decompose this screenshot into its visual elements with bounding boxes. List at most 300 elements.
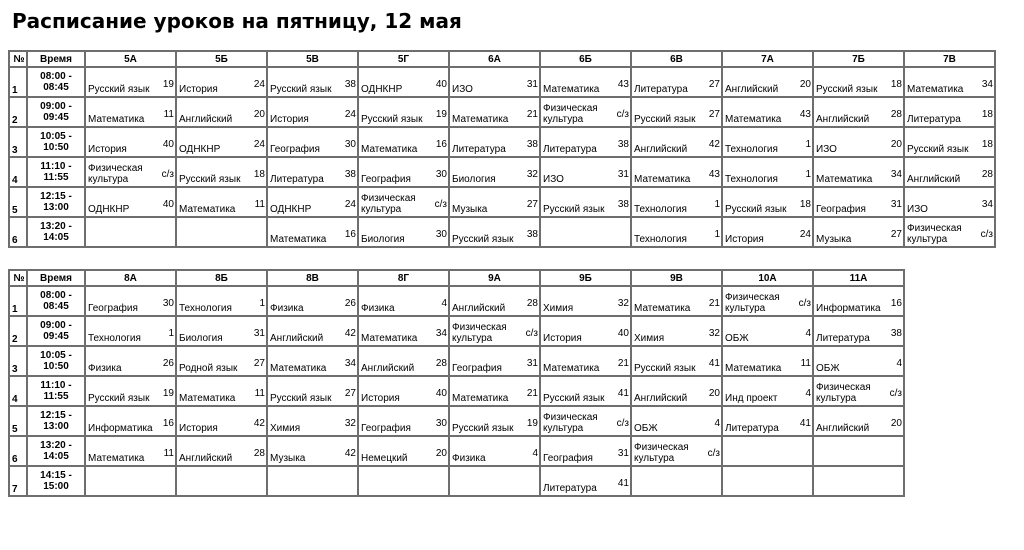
lesson-cell [631, 97, 722, 127]
lesson-cell [722, 217, 813, 247]
room-number: 34 [981, 199, 993, 210]
room-number: 18 [799, 199, 811, 210]
room-number: 19 [526, 418, 538, 429]
room-number: 11 [163, 448, 174, 459]
lesson-cell [540, 67, 631, 97]
lesson-cell [267, 376, 358, 406]
room-number: 27 [708, 79, 720, 90]
lesson-cell [267, 466, 358, 496]
lesson-cell [631, 286, 722, 316]
class-header: 11А [813, 270, 904, 286]
header-row [9, 51, 995, 67]
subject-name: Физическая культура [725, 292, 780, 314]
lesson-row [9, 217, 995, 247]
lesson-cell [358, 67, 449, 97]
subject-name: Физическая культура [88, 163, 143, 185]
lesson-time: 09:00 - 09:45 [27, 316, 85, 346]
class-header: 5Г [358, 51, 449, 67]
lesson-cell [85, 406, 176, 436]
room-number: 30 [344, 139, 356, 150]
lesson-row [9, 436, 904, 466]
subject-name: Литература [907, 114, 961, 125]
subject-name: Английский [270, 333, 324, 344]
lesson-cell [904, 97, 995, 127]
lesson-time: 12:15 - 13:00 [27, 187, 85, 217]
subject-name: Литература [634, 84, 688, 95]
subject-name: Музыка [816, 234, 852, 245]
room-number: 18 [890, 79, 902, 90]
subject-name: История [88, 144, 127, 155]
class-header: 5Б [176, 51, 267, 67]
room-number: 16 [162, 418, 174, 429]
lesson-cell [813, 187, 904, 217]
lesson-cell [449, 217, 540, 247]
subject-name: История [179, 423, 218, 434]
subject-name: Математика [270, 363, 327, 374]
room-number: 30 [435, 169, 447, 180]
room-number: 16 [344, 229, 356, 240]
subject-name: Английский [816, 114, 870, 125]
lesson-cell [813, 286, 904, 316]
subject-name: Литература [816, 333, 870, 344]
lesson-row [9, 316, 904, 346]
lesson-cell [540, 436, 631, 466]
lesson-cell [631, 406, 722, 436]
room-number: 38 [617, 199, 629, 210]
room-number: 27 [253, 358, 265, 369]
subject-name: Математика [816, 174, 873, 185]
lesson-cell [449, 436, 540, 466]
class-header: 9В [631, 270, 722, 286]
lesson-cell [85, 316, 176, 346]
subject-name: Математика [179, 204, 236, 215]
class-header: 7А [722, 51, 813, 67]
lesson-cell [813, 97, 904, 127]
room-number: 30 [435, 229, 447, 240]
subject-name: Математика [179, 393, 236, 404]
lesson-cell [722, 466, 813, 496]
subject-name: ОБЖ [725, 333, 749, 344]
lesson-cell [449, 67, 540, 97]
subject-name: История [270, 114, 309, 125]
room-number: с/з [434, 199, 447, 210]
lesson-time: 14:15 - 15:00 [27, 466, 85, 496]
room-number: 1 [805, 169, 811, 180]
room-number: 26 [344, 298, 356, 309]
subject-name: ОДНКНР [179, 144, 221, 155]
room-number: с/з [525, 328, 538, 339]
room-number: 41 [708, 358, 720, 369]
lesson-cell [722, 157, 813, 187]
room-number: 28 [981, 169, 993, 180]
lesson-time: 13:20 - 14:05 [27, 436, 85, 466]
lesson-cell [540, 187, 631, 217]
lesson-cell [449, 316, 540, 346]
lesson-cell [267, 346, 358, 376]
room-number: 34 [981, 79, 993, 90]
lesson-cell [904, 157, 995, 187]
room-number: 1 [714, 229, 720, 240]
lesson-number: 7 [9, 466, 27, 496]
lesson-cell [904, 187, 995, 217]
room-number: с/з [161, 169, 174, 180]
lesson-cell [540, 217, 631, 247]
room-number: 34 [344, 358, 356, 369]
lesson-cell [540, 466, 631, 496]
class-header: 7В [904, 51, 995, 67]
lesson-cell [449, 127, 540, 157]
subject-name: География [361, 174, 411, 185]
lesson-cell [267, 187, 358, 217]
room-number: 43 [799, 109, 811, 120]
subject-name: Английский [907, 174, 961, 185]
subject-name: ОБЖ [634, 423, 658, 434]
room-number: 32 [526, 169, 538, 180]
lesson-cell [631, 187, 722, 217]
subject-name: Русский язык [634, 114, 696, 125]
lesson-cell [904, 127, 995, 157]
room-number: с/з [980, 229, 993, 240]
lesson-cell [358, 286, 449, 316]
lesson-cell [813, 376, 904, 406]
room-number: 34 [435, 328, 447, 339]
lesson-cell [267, 127, 358, 157]
room-number: 42 [344, 448, 356, 459]
lesson-cell [176, 466, 267, 496]
room-number: 20 [799, 79, 811, 90]
subject-name: Родной язык [179, 363, 238, 374]
subject-name: ИЗО [816, 144, 837, 155]
lesson-cell [358, 406, 449, 436]
lesson-number: 4 [9, 157, 27, 187]
lesson-cell [631, 376, 722, 406]
lesson-cell [176, 217, 267, 247]
subject-name: Английский [816, 423, 870, 434]
subject-name: Физическая культура [907, 223, 962, 245]
subject-name: Немецкий [361, 453, 408, 464]
subject-name: Информатика [816, 303, 881, 314]
lesson-number: 2 [9, 316, 27, 346]
room-number: 4 [532, 448, 538, 459]
subject-name: Литература [543, 483, 597, 494]
subject-name: Русский язык [452, 234, 514, 245]
class-header: 8А [85, 270, 176, 286]
room-number: 38 [344, 169, 356, 180]
time-header: Время [27, 270, 85, 286]
subject-name: Технология [725, 144, 778, 155]
lesson-cell [176, 346, 267, 376]
room-number: 16 [435, 139, 447, 150]
subject-name: Биология [452, 174, 496, 185]
subject-name: Математика [361, 333, 418, 344]
lesson-cell [813, 157, 904, 187]
subject-name: Биология [179, 333, 223, 344]
room-number: 19 [162, 79, 174, 90]
room-number: 28 [253, 448, 265, 459]
lesson-cell [358, 316, 449, 346]
subject-name: Русский язык [452, 423, 514, 434]
room-number: 31 [526, 79, 538, 90]
room-number: 42 [708, 139, 720, 150]
subject-name: ОДНКНР [270, 204, 312, 215]
subject-name: Английский [452, 303, 506, 314]
subject-name: Литература [452, 144, 506, 155]
room-number: 1 [168, 328, 174, 339]
lesson-cell [904, 67, 995, 97]
subject-name: Технология [179, 303, 232, 314]
subject-name: Русский язык [634, 363, 696, 374]
lesson-cell [722, 346, 813, 376]
schedule-table-grades-8-11 [8, 269, 905, 497]
lesson-cell [267, 217, 358, 247]
room-number: с/з [798, 298, 811, 309]
lesson-number: 2 [9, 97, 27, 127]
lesson-cell [358, 376, 449, 406]
subject-name: Английский [634, 393, 688, 404]
room-number: 41 [617, 478, 629, 489]
subject-name: География [543, 453, 593, 464]
lesson-cell [267, 67, 358, 97]
lesson-cell [540, 157, 631, 187]
subject-name: Физика [452, 453, 486, 464]
lesson-cell [176, 157, 267, 187]
lesson-cell [813, 406, 904, 436]
room-number: 20 [253, 109, 265, 120]
lesson-cell [631, 157, 722, 187]
subject-name: Математика [907, 84, 964, 95]
subject-name: Физическая культура [816, 382, 871, 404]
subject-name: Математика [88, 114, 145, 125]
subject-name: Литература [270, 174, 324, 185]
lesson-cell [449, 157, 540, 187]
room-number: 20 [435, 448, 447, 459]
lesson-row [9, 67, 995, 97]
subject-name: ИЗО [452, 84, 473, 95]
lesson-number-header: № [9, 51, 27, 67]
lesson-number: 1 [9, 286, 27, 316]
room-number: 40 [162, 139, 174, 150]
lesson-cell [722, 406, 813, 436]
room-number: 43 [617, 79, 629, 90]
lesson-row [9, 187, 995, 217]
schedule-table-grades-5-7 [8, 50, 996, 248]
subject-name: Английский [179, 453, 233, 464]
room-number: 4 [805, 328, 811, 339]
lesson-cell [631, 67, 722, 97]
room-number: 38 [526, 139, 538, 150]
lesson-cell [176, 97, 267, 127]
subject-name: История [725, 234, 764, 245]
lesson-cell [813, 67, 904, 97]
room-number: 32 [708, 328, 720, 339]
room-number: 27 [526, 199, 538, 210]
lesson-time: 10:05 - 10:50 [27, 127, 85, 157]
subject-name: Инд проект [725, 393, 778, 404]
lesson-cell [358, 466, 449, 496]
lesson-time: 10:05 - 10:50 [27, 346, 85, 376]
room-number: 18 [253, 169, 265, 180]
room-number: 21 [617, 358, 629, 369]
subject-name: Биология [361, 234, 405, 245]
room-number: 4 [896, 358, 902, 369]
lesson-cell [449, 187, 540, 217]
room-number: 40 [617, 328, 629, 339]
lesson-cell [722, 127, 813, 157]
lesson-cell [813, 436, 904, 466]
lesson-cell [176, 127, 267, 157]
room-number: 38 [344, 79, 356, 90]
lesson-cell [449, 346, 540, 376]
subject-name: История [543, 333, 582, 344]
subject-name: Русский язык [179, 174, 241, 185]
lesson-cell [85, 217, 176, 247]
class-header: 8Б [176, 270, 267, 286]
room-number: 38 [890, 328, 902, 339]
lesson-cell [176, 316, 267, 346]
room-number: 24 [344, 109, 356, 120]
subject-name: ИЗО [543, 174, 564, 185]
lesson-number: 1 [9, 67, 27, 97]
room-number: 4 [714, 418, 720, 429]
subject-name: География [452, 363, 502, 374]
room-number: с/з [707, 448, 720, 459]
room-number: 31 [617, 169, 629, 180]
room-number: 31 [890, 199, 902, 210]
class-header: 5А [85, 51, 176, 67]
room-number: 40 [435, 388, 447, 399]
lesson-number: 6 [9, 217, 27, 247]
lesson-time: 13:20 - 14:05 [27, 217, 85, 247]
class-header: 10А [722, 270, 813, 286]
room-number: 27 [344, 388, 356, 399]
subject-name: ОДНКНР [361, 84, 403, 95]
room-number: 41 [799, 418, 811, 429]
subject-name: Математика [270, 234, 327, 245]
room-number: 18 [981, 139, 993, 150]
lesson-cell [449, 376, 540, 406]
lesson-cell [540, 316, 631, 346]
room-number: 24 [799, 229, 811, 240]
room-number: 28 [435, 358, 447, 369]
lesson-cell [722, 436, 813, 466]
subject-name: Технология [634, 204, 687, 215]
lesson-cell [722, 67, 813, 97]
subject-name: Химия [270, 423, 301, 434]
subject-name: Русский язык [907, 144, 969, 155]
subject-name: Математика [543, 84, 600, 95]
lesson-cell [813, 316, 904, 346]
room-number: 28 [890, 109, 902, 120]
room-number: 40 [162, 199, 174, 210]
subject-name: Физика [270, 303, 304, 314]
lesson-time: 11:10 - 11:55 [27, 157, 85, 187]
lesson-cell [85, 376, 176, 406]
room-number: 42 [253, 418, 265, 429]
lesson-cell [449, 97, 540, 127]
room-number: 4 [441, 298, 447, 309]
lesson-cell [449, 286, 540, 316]
subject-name: ИЗО [907, 204, 928, 215]
subject-name: Математика [452, 114, 509, 125]
subject-name: Химия [634, 333, 665, 344]
lesson-row [9, 406, 904, 436]
lesson-number: 3 [9, 346, 27, 376]
room-number: 31 [526, 358, 538, 369]
lesson-cell [176, 187, 267, 217]
subject-name: Русский язык [725, 204, 787, 215]
room-number: 27 [890, 229, 902, 240]
room-number: 38 [526, 229, 538, 240]
lesson-cell [631, 316, 722, 346]
lesson-row [9, 376, 904, 406]
room-number: 11 [163, 109, 174, 120]
lesson-cell [813, 346, 904, 376]
subject-name: География [88, 303, 138, 314]
class-header: 6Б [540, 51, 631, 67]
room-number: 24 [253, 139, 265, 150]
lesson-cell [540, 376, 631, 406]
subject-name: ОДНКНР [88, 204, 130, 215]
subject-name: Физика [88, 363, 122, 374]
room-number: с/з [889, 388, 902, 399]
lesson-cell [85, 97, 176, 127]
room-number: 19 [435, 109, 447, 120]
subject-name: Английский [361, 363, 415, 374]
subject-name: Физическая культура [361, 193, 416, 215]
subject-name: Физическая культура [543, 412, 598, 434]
room-number: 1 [805, 139, 811, 150]
lesson-cell [176, 67, 267, 97]
room-number: 27 [708, 109, 720, 120]
room-number: 21 [708, 298, 720, 309]
lesson-cell [85, 436, 176, 466]
room-number: 11 [800, 358, 811, 369]
lesson-cell [722, 286, 813, 316]
room-number: 24 [253, 79, 265, 90]
room-number: 19 [162, 388, 174, 399]
class-header: 9Б [540, 270, 631, 286]
subject-name: Физическая культура [543, 103, 598, 125]
header-row [9, 270, 904, 286]
lesson-row [9, 286, 904, 316]
lesson-number: 6 [9, 436, 27, 466]
subject-name: География [270, 144, 320, 155]
subject-name: История [179, 84, 218, 95]
room-number: 28 [526, 298, 538, 309]
lesson-cell [722, 187, 813, 217]
lesson-cell [176, 436, 267, 466]
room-number: 24 [344, 199, 356, 210]
subject-name: Математика [725, 114, 782, 125]
lesson-cell [631, 466, 722, 496]
subject-name: ОБЖ [816, 363, 840, 374]
lesson-cell [176, 406, 267, 436]
subject-name: Русский язык [88, 393, 150, 404]
lesson-number-header: № [9, 270, 27, 286]
class-header: 8В [267, 270, 358, 286]
lesson-cell [358, 127, 449, 157]
subject-name: Физическая культура [452, 322, 507, 344]
lesson-cell [813, 217, 904, 247]
lesson-cell [722, 376, 813, 406]
subject-name: Информатика [88, 423, 153, 434]
lesson-cell [358, 97, 449, 127]
subject-name: Русский язык [361, 114, 423, 125]
room-number: 26 [162, 358, 174, 369]
subject-name: Английский [634, 144, 688, 155]
subject-name: Русский язык [270, 393, 332, 404]
lesson-cell [267, 97, 358, 127]
